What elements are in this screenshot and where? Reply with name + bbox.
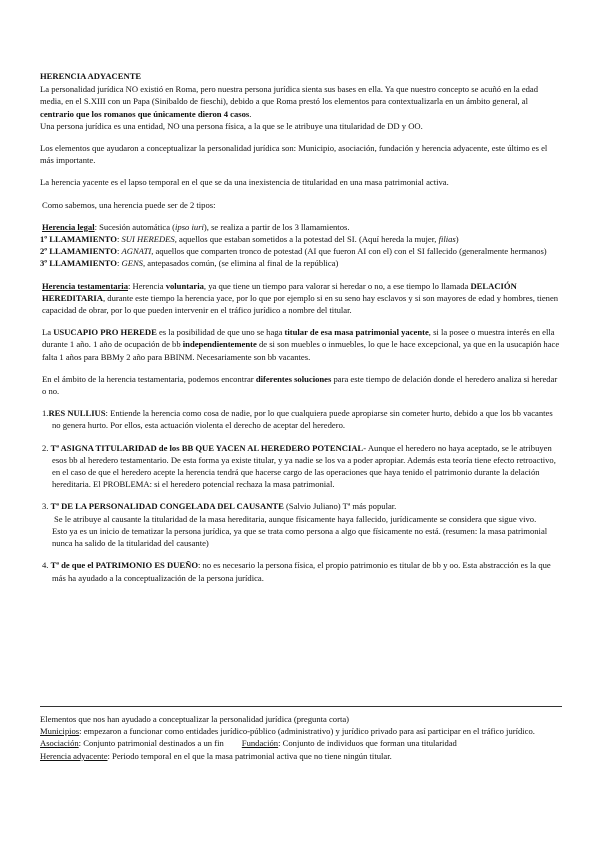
llamamiento-2: 2º LLAMAMIENTO: AGNATI, aquellos que comparten tronco de potestad (AI que fueron AI con el) con el SI fallecido (generalmente hermanos) <box>40 246 547 257</box>
llamamiento-3: 3º LLAMAMIENTO: GENS, antepasados común, (se elimina al final de la república) <box>40 258 339 269</box>
intro-paragraph-3: Los elementos que ayudaron a conceptualizar la personalidad jurídica son: Municipio, asociación, fundación y herencia adyacente, este último es el más importante. <box>40 143 548 166</box>
soluciones-paragraph: En el ámbito de la herencia testamentaria, podemos encontrar diferentes soluciones para este tiempo de delación donde el heredero analiza si heredar o no. <box>42 373 558 397</box>
summary-municipios: Municipios: empezaron a funcionar como entidades jurídico-público (administrativo) y jurídico privado para así participar en el tráfico jurídico. <box>40 726 535 737</box>
intro-paragraph-2: Una persona jurídica es una entidad, NO una persona física, a la que se le atribuye una titularidad de DD y OO. <box>40 120 423 131</box>
solution-item-3: 3. Tª DE LA PERSONALIDAD CONGELADA DEL CAUSANTE (Salvio Juliano) Tª más popular. <box>42 501 397 512</box>
summary-herencia-adyacente: Herencia adyacente: Periodo temporal en el que la masa patrimonial activa que no tiene ningún titular. <box>40 750 392 761</box>
solution-item-3-line-2: Se le atribuye al causante la titularidad de la masa hereditaria, aunque físicamente haya fallecido, jurídicamente se considera que sigue vivo. <box>54 513 537 524</box>
solution-item-4: 4. Tª de que el PATRIMONIO ES DUEÑO: no es necesario la persona física, el propio patrimonio es titular de bb y oo. Esta abstracción es la que más ha ayudado a la conceptualización de la persona jurídica. <box>42 560 551 583</box>
section-divider <box>40 706 562 707</box>
herencia-legal: Herencia legal: Sucesión automática (ipso iuri), se realiza a partir de los 3 llamamientos. <box>42 221 350 232</box>
document-title: HERENCIA ADYACENTE <box>40 71 142 81</box>
summary-asociacion-fundacion: Asociación: Conjunto patrimonial destinados a un fin Fundación: Conjunto de individuos que forman una titularidad <box>40 738 457 749</box>
summary-box <box>40 713 562 762</box>
document-body <box>40 70 562 584</box>
solution-item-2: 2. Tª ASIGNA TITULARIDAD de los BB QUE YACEN AL HEREDERO POTENCIAL- Aunque el heredero no haya aceptado, se le atribuyen esos bb al heredero testamentario. De esta forma ya existe titular, y ya nadie se los va a poder apropiar. Además esta teoría tiene efecto retroactivo, en el caso de que el heredero acepte la herencia tendrá que hacerse cargo de las operaciones que haya tenido el patrimonio durante la delación hereditaria. El PROBLEMA: si el heredero potencial rechaza la masa patrimonial. <box>42 442 556 490</box>
summary-heading: Elementos que nos han ayudado a conceptualizar la personalidad jurídica (pregunta corta) <box>40 714 350 724</box>
intro-paragraph-1: La personalidad jurídica NO existió en Roma, pero nuestra persona jurídica sienta sus bases en ella. Ya que nuestro concepto se acuñó en la edad media, en el S.XIII con un Papa (Sinibaldo de fieschi), debido a que Roma prestó los elementos para contextualizarla en un ámbito general, al centrario que los romanos que únicamente dieron 4 casos. <box>40 84 539 119</box>
solution-item-3-line-3: Esto ya es un inicio de tematizar la persona jurídica, ya que se trata como persona a algo que físicamente no está. (resumen: la masa patrimonial nunca ha salido de la titularidad del causante) <box>52 525 548 549</box>
solution-item-1: 1.RES NULLIUS: Entiende la herencia como cosa de nadie, por lo que cualquiera puede apropiarse sin cometer hurto, debido a que los bb vacantes no genera hurto. Por ellos, esta actuación violenta el derecho de aceptar del heredero. <box>42 408 553 431</box>
intro-paragraph-4: La herencia yacente es el lapso temporal en el que se da una inexistencia de titularidad en una masa patrimonial activa. <box>40 177 449 188</box>
herencia-testamentaria: Herencia testamentaria: Herencia voluntaria, ya que tiene un tiempo para valorar si heredar o no, a ese tiempo lo llamada DELACIÓN HEREDITARIA, durante este tiempo la herencia yace, por lo que por ejemplo si en su seno hay esclavos y si son mayores de edad y hombres, tienen capacidad de obrar, por lo que pueden intervenir en el tráfico jurídico a nombre del titular. <box>42 280 559 316</box>
llamamiento-1: 1º LLAMAMIENTO: SUI HEREDES, aquellos que estaban sometidos a la potestad del SI. (Aquí hereda la mujer, filias) <box>40 234 459 245</box>
usucapio-paragraph: La USUCAPIO PRO HEREDE es la posibilidad de que uno se haga titular de esa masa patrimonial yacente, si la posee o muestra interés en ella durante 1 año. 1 año de ocupación de bb independientemente de si son muebles o inmuebles, lo que le hace excepcional, ya que en la usucapión hace falta 1 años para BBMy 2 año para BBINM. Necesariamente son bb vacantes. <box>42 327 560 362</box>
intro-paragraph-5: Como sabemos, una herencia puede ser de 2 tipos: <box>42 199 216 210</box>
